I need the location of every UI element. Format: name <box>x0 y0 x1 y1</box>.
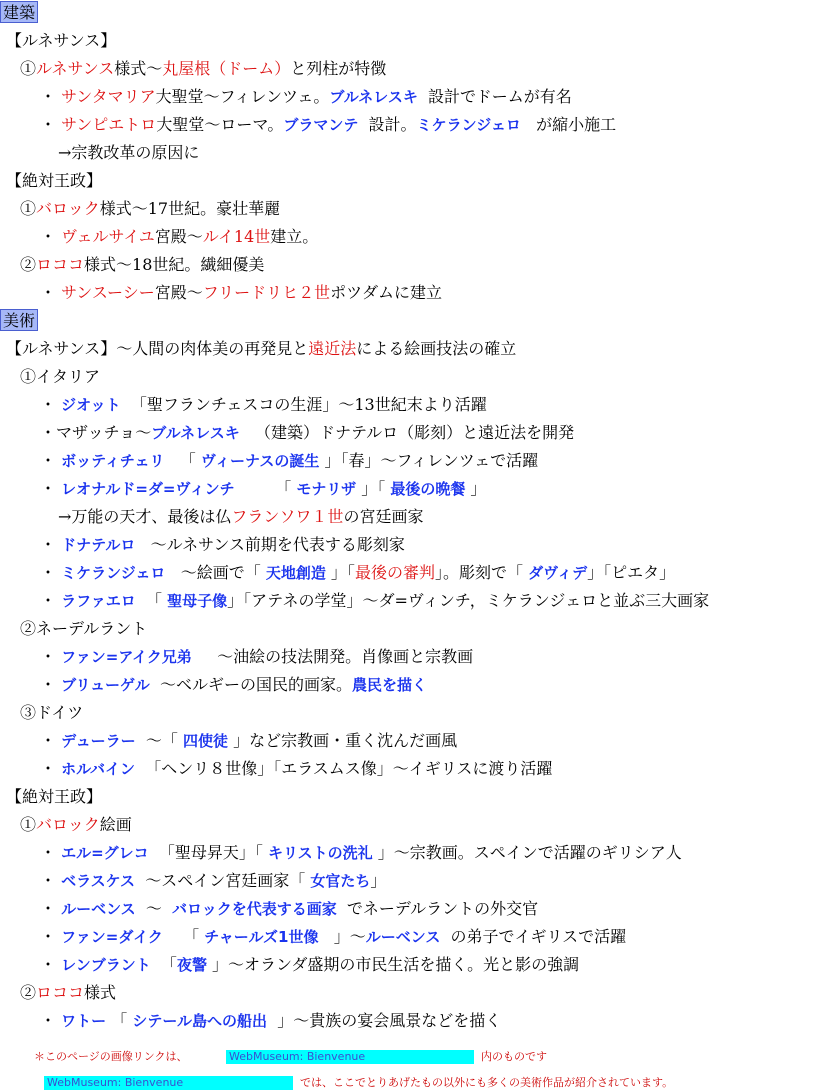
art-italy-5: →万能の天才、最後は仏フランソワ１世の宮廷画家 <box>58 507 424 526</box>
section-tag-architecture: 建築 <box>0 1 38 23</box>
art-italy-heading: ①イタリア <box>20 367 101 386</box>
footer-note-2: では、ここでとりあげたもの以外にも多くの美術作品が紹介されています。 <box>300 1076 674 1089</box>
art-baroque-5: ・ レンブラント 「夜警 」～オランダ盛期の市民生活を描く。光と影の強調 <box>40 955 580 974</box>
link-velazquez[interactable]: ベラスケス <box>61 872 136 890</box>
art-italy-3: ・ ボッティチェリ 「 ヴィーナスの誕生 」「春」～フィレンツェで活躍 <box>40 451 539 470</box>
link-brunelleschi-2[interactable]: ブルネレスキ <box>151 424 240 442</box>
art-de-2: ・ ホルバイン 「ヘンリ８世像」「エラスムス像」～イギリスに渡り活躍 <box>40 759 553 778</box>
art-nl-2: ・ ブリューゲル ～ベルギーの国民的画家。農民を描く <box>40 675 427 694</box>
art-italy-8: ・ ラファエロ 「 聖母子像」「アテネの学堂」～ダ=ヴィンチ，ミケランジェロと並ぶ三大画家 <box>40 591 710 610</box>
link-michelangelo[interactable]: ミケランジェロ <box>416 116 521 134</box>
link-watteau[interactable]: ワトー <box>61 1012 107 1030</box>
link-el-greco[interactable]: エル=グレコ <box>61 844 149 862</box>
arch-line-1: ①ルネサンス様式～丸屋根（ドーム）と列柱が特徴 <box>20 59 387 78</box>
link-bruegel[interactable]: ブリューゲル <box>61 676 150 694</box>
link-michelangelo-2[interactable]: ミケランジェロ <box>61 564 166 582</box>
art-italy-1: ・ ジオット 「聖フランチェスコの生涯」～13世紀末より活躍 <box>40 395 487 414</box>
link-mona-lisa[interactable]: モナリザ <box>296 480 357 498</box>
art-baroque-1: ・ エル=グレコ 「聖母昇天」「 キリストの洗礼 」～宗教画。スペインで活躍のギリシア人 <box>40 843 682 862</box>
link-cythera[interactable]: シテール島への船出 <box>132 1012 268 1030</box>
link-van-eyck[interactable]: ファン=アイク兄弟 <box>61 648 192 666</box>
link-leonardo[interactable]: レオナルド=ダ=ヴィンチ <box>61 480 235 498</box>
webmuseum-link-2[interactable]: WebMuseum: Bienvenue <box>44 1076 293 1090</box>
arch-absolutism-heading: 【絶対王政】 <box>6 171 103 190</box>
link-rembrandt[interactable]: レンブラント <box>61 956 151 974</box>
link-donatello[interactable]: ドナテルロ <box>61 536 136 554</box>
art-italy-4: ・ レオナルド=ダ=ヴィンチ 「 モナリザ 」「 最後の晩餐 」 <box>40 479 487 498</box>
arch-line-4: →宗教改革の原因に <box>58 143 200 162</box>
link-giotto[interactable]: ジオット <box>61 396 121 414</box>
art-italy-2: ・マザッチョ～ブルネレスキ （建築）ドナテルロ（彫刻）と遠近法を開発 <box>40 423 575 442</box>
link-bramante[interactable]: ブラマンテ <box>283 116 359 134</box>
art-italy-6: ・ ドナテルロ ～ルネサンス前期を代表する彫刻家 <box>40 535 405 554</box>
arch-line-5: ①バロック様式～17世紀。豪壮華麗 <box>20 199 281 218</box>
link-charles-i[interactable]: チャールズ1世像 <box>204 928 319 946</box>
art-netherlands-heading: ②ネーデルラント <box>20 619 148 638</box>
section-tag-art: 美術 <box>0 309 38 331</box>
link-durer[interactable]: デューラー <box>61 732 136 750</box>
link-madonna[interactable]: 聖母子像 <box>167 592 228 610</box>
link-rubens[interactable]: ルーベンス <box>61 900 136 918</box>
link-rubens-2[interactable]: ルーベンス <box>365 928 441 946</box>
link-david[interactable]: ダヴィデ <box>528 564 588 582</box>
link-van-dyck[interactable]: ファン=ダイク <box>61 928 163 946</box>
link-baroque-painter[interactable]: バロックを代表する画家 <box>172 900 337 918</box>
link-raphael[interactable]: ラファエロ <box>61 592 136 610</box>
link-peasants[interactable]: 農民を描く <box>351 676 427 694</box>
art-rococo-heading: ②ロココ様式 <box>20 983 117 1002</box>
link-creation[interactable]: 天地創造 <box>265 564 326 582</box>
art-germany-heading: ③ドイツ <box>20 703 84 722</box>
link-botticelli[interactable]: ボッティチェリ <box>61 452 165 470</box>
art-renaissance-heading: 【ルネサンス】～人間の肉体美の再発見と遠近法による絵画技法の確立 <box>6 339 517 358</box>
art-absolutism-heading: 【絶対王政】 <box>6 787 103 806</box>
link-birth-of-venus[interactable]: ヴィーナスの誕生 <box>200 452 320 470</box>
arch-line-6: ・ ヴェルサイユ宮殿～ルイ14世建立。 <box>40 227 319 246</box>
footer-note-1-suffix: 内のものです <box>481 1050 547 1063</box>
link-baptism[interactable]: キリストの洗礼 <box>267 844 373 862</box>
art-baroque-2: ・ ベラスケス ～スペイン宮廷画家「 女官たち」 <box>40 871 387 890</box>
link-las-meninas[interactable]: 女官たち <box>310 872 371 890</box>
art-de-1: ・ デューラー ～「 四使徒 」など宗教画・重く沈んだ画風 <box>40 731 458 750</box>
link-holbein[interactable]: ホルバイン <box>61 760 136 778</box>
link-four-apostles[interactable]: 四使徒 <box>182 732 228 750</box>
arch-line-3: ・ サンピエトロ大聖堂～ローマ。ブラマンテ 設計。ミケランジェロ が縮小施工 <box>40 115 617 134</box>
art-rococo-1: ・ ワトー 「 シテール島への船出 」～貴族の宴会風景などを描く <box>40 1011 502 1030</box>
arch-line-7: ②ロココ様式～18世紀。繊細優美 <box>20 255 265 274</box>
link-last-supper[interactable]: 最後の晩餐 <box>390 480 466 498</box>
webmuseum-link-1[interactable]: WebMuseum: Bienvenue <box>226 1050 474 1064</box>
art-baroque-heading: ①バロック絵画 <box>20 815 132 834</box>
footer-note-1-prefix: ＊このページの画像リンクは、 <box>34 1050 188 1063</box>
art-nl-1: ・ ファン=アイク兄弟 ～油絵の技法開発。肖像画と宗教画 <box>40 647 474 666</box>
art-baroque-4: ・ ファン=ダイク 「 チャールズ1世像 」～ルーベンス の弟子でイギリスで活躍 <box>40 927 627 946</box>
arch-renaissance-heading: 【ルネサンス】 <box>6 31 117 50</box>
link-night-watch[interactable]: 夜警 <box>176 956 207 974</box>
arch-line-2: ・ サンタマリア大聖堂～フィレンツェ。ブルネレスキ 設計でドームが有名 <box>40 87 572 106</box>
art-baroque-3: ・ ルーベンス ～ バロックを代表する画家 でネーデルラントの外交官 <box>40 899 539 918</box>
link-brunelleschi[interactable]: ブルネレスキ <box>329 88 418 106</box>
art-italy-7: ・ ミケランジェロ ～絵画で「 天地創造 」「最後の審判」。彫刻で「 ダヴィデ」「ピエタ」 <box>40 563 676 582</box>
arch-line-8: ・ サンスーシー宮殿～フリードリヒ２世ポツダムに建立 <box>40 283 442 302</box>
